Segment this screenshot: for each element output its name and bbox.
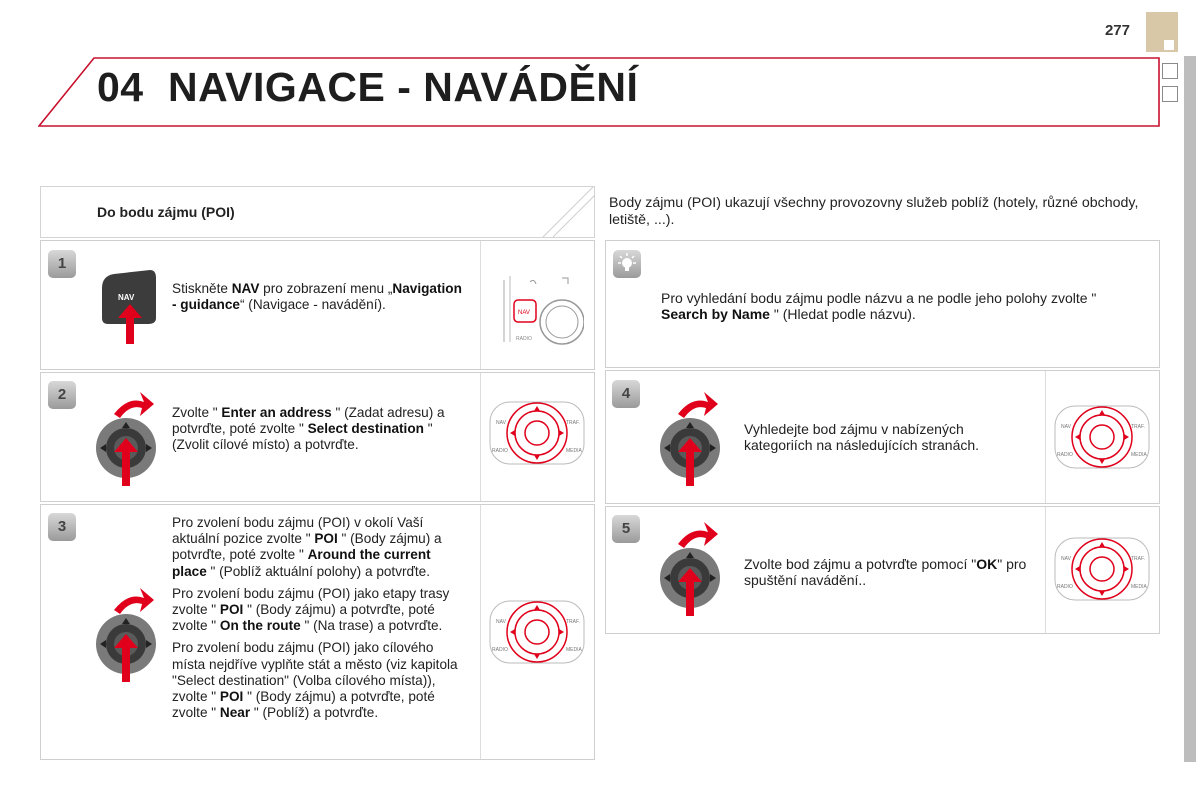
step-3-text — [172, 515, 468, 727]
step-2-text: Zvolte " Enter an address " (Zadat adresu) a potvrďte, poté zvolte " Select destination " (Zvolit cílové místo) a potvrďte. — [172, 405, 445, 453]
section-title: Do bodu zájmu (POI) — [97, 204, 235, 220]
divider — [1045, 371, 1046, 503]
media-label: MEDIA — [1131, 584, 1147, 590]
radio-label: RADIO — [1057, 584, 1073, 590]
tip-text: Pro vyhledání bodu zájmu podle názvu a ne podle jeho polohy zvolte " Search by Name " (Hledat podle názvu). — [661, 290, 1097, 323]
nav-label: NAV — [496, 420, 506, 426]
control-panel-icon — [1053, 532, 1151, 606]
traffic-label: TRAF. — [1131, 556, 1145, 562]
nav-label: NAV — [1061, 424, 1071, 430]
step-3-paragraph: Pro zvolení bodu zájmu (POI) jako cílového místa nejdříve vyplňte stát a město (viz kapitola "Select destination" (Volba cílového místa)), zvolte " POI " (Body zájmu) a potvrďte, poté zvolte " Near " (Poblíž) a potvrďte. — [172, 640, 458, 721]
rotary-knob-icon — [656, 520, 722, 618]
nav-button-icon — [98, 268, 158, 346]
step-4-text: Vyhledejte bod zájmu v nabízených kategoriích na následujících stranách. — [744, 421, 980, 454]
divider — [480, 505, 481, 759]
control-panel-icon — [488, 396, 586, 470]
step-badge: 3 — [48, 513, 76, 541]
media-label: MEDIA — [566, 647, 582, 653]
page-title: NAVIGACE - NAVÁDĚNÍ — [168, 64, 639, 110]
intro-text: Body zájmu (POI) ukazují všechny provozovny služeb poblíž (hotely, různé obchody, letiště, ...). — [609, 195, 1139, 228]
rotary-knob-icon — [92, 390, 158, 488]
traffic-label: TRAF. — [566, 619, 580, 625]
traffic-label: TRAF. — [566, 420, 580, 426]
step-badge: 2 — [48, 381, 76, 409]
chapter-number: 04 — [97, 64, 144, 110]
nav-label: NAV — [1061, 556, 1071, 562]
nav-label: NAV — [518, 310, 530, 316]
section-header-stripes — [535, 187, 595, 237]
divider — [480, 241, 481, 369]
step-1-text: Stiskněte NAV pro zobrazení menu „Navigation - guidance“ (Navigace - navádění). — [172, 281, 462, 313]
rotary-knob-icon — [656, 390, 722, 488]
dashboard-panel-icon — [496, 270, 584, 350]
radio-label: RADIO — [492, 647, 508, 653]
media-label: MEDIA — [566, 448, 582, 454]
rotary-knob-icon — [92, 586, 158, 684]
radio-label: RADIO — [516, 336, 532, 342]
step-3-paragraph: Pro zvolení bodu zájmu (POI) jako etapy trasy zvolte " POI " (Body zájmu) a potvrďte, poté zvolte " On the route " (Na trase) a potvrďte. — [172, 585, 450, 634]
chapter-tab-marker — [1146, 12, 1178, 52]
step-3-paragraph: Pro zvolení bodu zájmu (POI) v okolí Vaší aktuální pozice zvolte " POI " (Body zájmu) a potvrďte, poté zvolte " Around the current place " (Poblíž aktuální polohy) a potvrďte. — [172, 515, 442, 579]
chapter-tab-box — [1162, 63, 1178, 79]
step-badge: 4 — [612, 380, 640, 408]
radio-label: RADIO — [1057, 452, 1073, 458]
page-number: 277 — [1104, 22, 1130, 39]
lightbulb-icon — [613, 250, 641, 278]
step-badge: 5 — [612, 515, 640, 543]
step-badge: 1 — [48, 250, 76, 278]
radio-label: RADIO — [492, 448, 508, 454]
control-panel-icon — [1053, 400, 1151, 474]
chapter-tab-box — [1162, 86, 1178, 102]
media-label: MEDIA — [1131, 452, 1147, 458]
nav-label: NAV — [496, 619, 506, 625]
traffic-label: TRAF. — [1131, 424, 1145, 430]
control-panel-icon — [488, 595, 586, 669]
divider — [1045, 507, 1046, 633]
step-5-text: Zvolte bod zájmu a potvrďte pomocí "OK" pro spuštění navádění.. — [744, 556, 1027, 589]
scrollbar[interactable] — [1184, 56, 1196, 762]
divider — [480, 373, 481, 501]
nav-label: NAV — [118, 293, 135, 302]
